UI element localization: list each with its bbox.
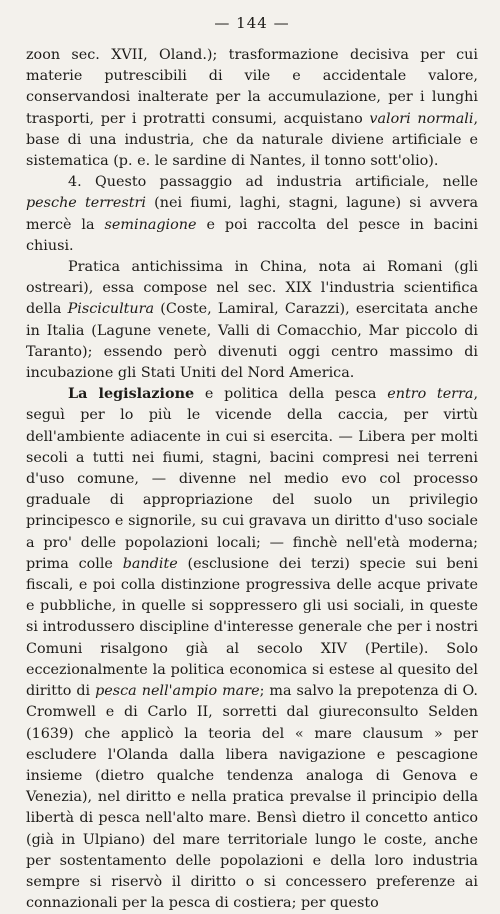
text-run: zoon sec. XVII, Oland.); trasformazione decisiva per cui materie putrescibili di vile e accidentale valore, conservandosi inalterate per la accumulazione, per i lunghi trasporti, per i protratti consumi, acquistano [26, 47, 478, 127]
text-run: ; ma salvo la prepotenza di O. Cromwell e di Carlo II, sorretti dal giureconsulto Selden (1639) che applicò la teoria del « mare clausum » per escludere l'Olanda dalla libera navigazione e pescagione insieme (dietro qualche tendenza analoga di Genova e Venezia), nel diritto e nella pratica prevalse il principio della libertà di pesca nell'alto mare. Bensì dietro il concetto antico (già in Ulpiano) del mare territoriale lungo le coste, anche per sostentamento delle popolazioni e della loro industria sempre si riservò il diritto o si concessero preferenze ai connazionali per la pesca di costiera; per questo [26, 683, 478, 912]
text-run: (nei fiumi, laghi, stagni, lagune) si avvera mercè la [26, 195, 478, 233]
italic-text: entro terra [387, 386, 474, 403]
text-body [26, 45, 478, 914]
text-run: , seguì per lo più le vicende della caccia, per virtù dell'ambiente adiacente in cui si esercita. — Libera per molti secoli a tutti nei fiumi, stagni, bacini compresi nei terreni d'uso comune, — divenne nel medio evo col processo graduale di appropriazione del suolo un privilegio principesco e signorile, su cui gravava un diritto d'uso sociale a pro' delle popolazioni locali; — finchè nell'età moderna; prima colle [26, 386, 479, 572]
text-run: e politica della pesca [194, 386, 388, 403]
italic-text: pesche terrestri [26, 195, 146, 212]
paragraph-p1 [26, 45, 478, 172]
paragraph-p3 [26, 257, 478, 384]
paragraph-p4 [26, 384, 478, 914]
page-number: — 144 — [214, 14, 290, 32]
text-run: e poi raccolta del pesce in bacini chiusi. [26, 216, 478, 254]
bold-text: La legislazione [68, 386, 195, 403]
italic-text: valori normali [369, 110, 474, 127]
text-run: (esclusione dei terzi) specie sui beni fiscali, e poi colla distinzione progressiva delle acque private e pubbliche, in quelle si soppressero gli usi sociali, in queste si introdussero discipline d'interesse generale che per i nostri Comuni risalgono già al secolo XIV (Pertile). Solo eccezionalmente la politica economica si estese al quesito del diritto di [26, 555, 479, 700]
italic-text: bandite [122, 555, 178, 572]
italic-text: Piscicultura [67, 301, 155, 318]
text-run: 4. Questo passaggio ad industria artificiale, nelle [68, 174, 478, 191]
text-run: Pratica antichissima in China, nota ai Romani (gli ostreari), essa compose nel sec. XIX l'industria scientifica della [26, 259, 478, 318]
italic-text: seminagione [104, 216, 197, 233]
paragraph-p2 [26, 172, 478, 257]
italic-text: pesca nell'ampio mare [95, 683, 260, 700]
text-run: , base di una industria, che da naturale diviene artificiale e sistematica (p. e. le sardine di Nantes, il tonno sott'olio). [26, 110, 478, 170]
text-run: (Coste, Lamiral, Carazzi), esercitata anche in Italia (Lagune venete, Valli di Comacchio, Mar piccolo di Taranto); essendo però divenuti oggi centro massimo di incubazione gli Stati Uniti del Nord America. [26, 301, 478, 382]
